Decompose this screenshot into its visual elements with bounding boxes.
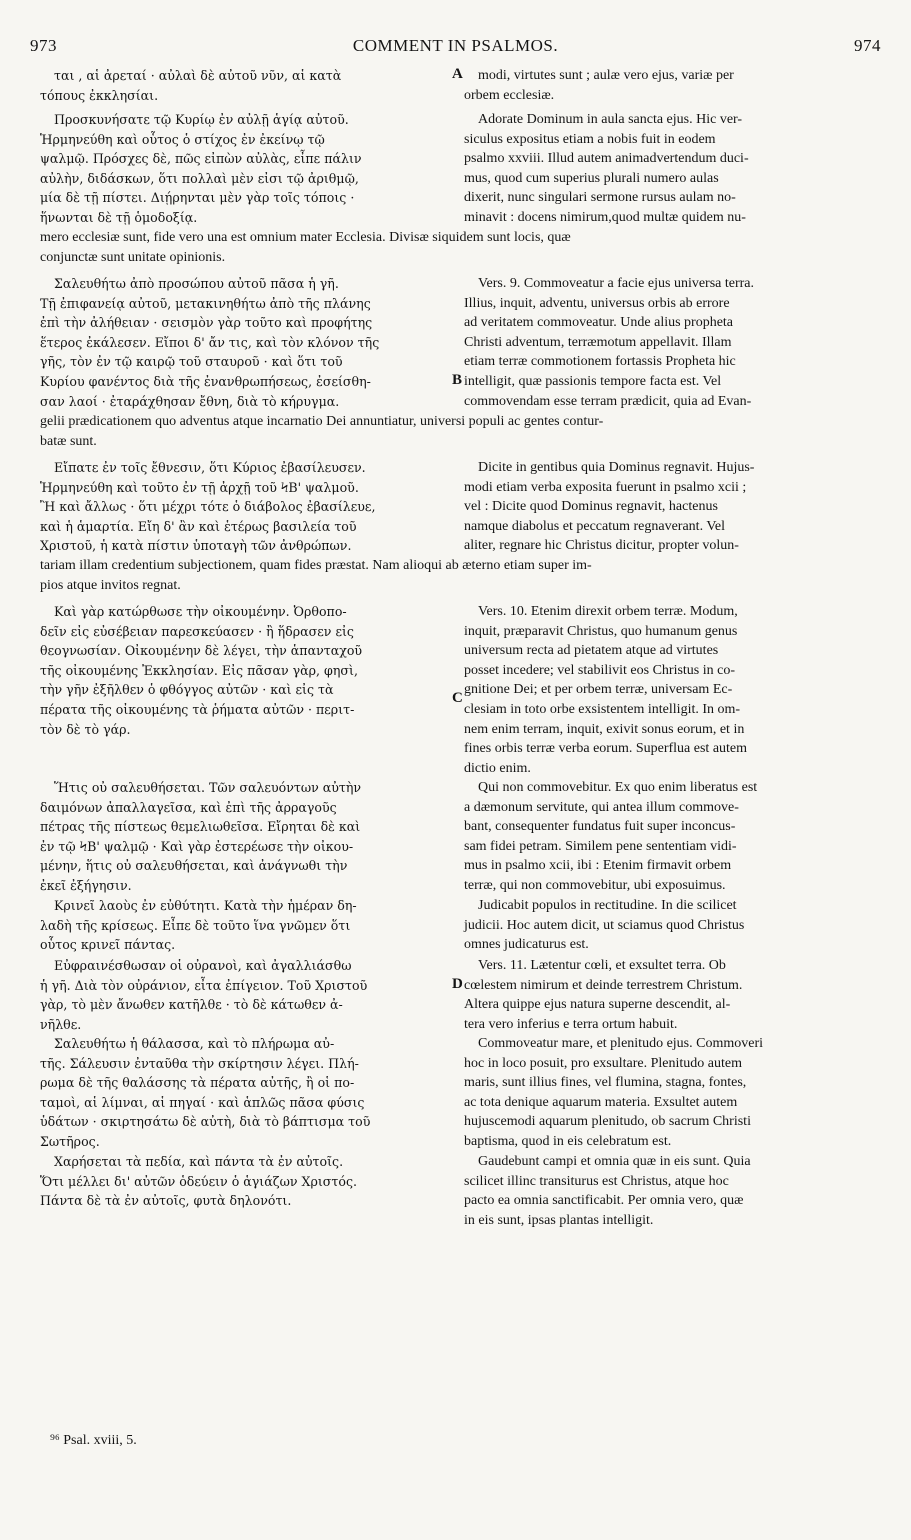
text-line: Ἥτις οὐ σαλευθήσεται. Τῶν σαλευόντων αὐτὴν xyxy=(54,780,362,795)
text-line: sam fidei petram. Similem pene sententiam vidi- xyxy=(464,838,737,854)
text-line: Commoveatur mare, et plenitudo ejus. Commoveri xyxy=(478,1036,763,1051)
text-line: Χαρήσεται τὰ πεδία, καὶ πάντα τὰ ἐν αὐτοῖς. xyxy=(54,1154,344,1169)
text-line: dictio enim. xyxy=(464,760,531,776)
margin-marker-c: C xyxy=(452,690,463,706)
text-line: namque diabolus et peccatum regnaverant. Vel xyxy=(464,518,725,534)
text-line: ἡ γῆ. Διὰ τὸν οὐράνιον, εἶτα ἐπίγειον. Τοῦ Χριστοῦ xyxy=(40,977,368,993)
margin-marker-d: D xyxy=(452,976,463,992)
text-line: Εἴπατε ἐν τοῖς ἔθνεσιν, ὅτι Κύριος ἐβασίλευσεν. xyxy=(54,460,366,475)
latin-paragraph xyxy=(464,896,876,955)
text-line: Ἡρμηνεύθη καὶ τοῦτο ἐν τῇ ἀρχῇ τοῦ ϞΒ' ψαλμοῦ. xyxy=(40,479,359,495)
text-line: θεογνωσίαν. Οἰκουμένην δὲ λέγει, τὴν ἁπανταχοῦ xyxy=(40,643,363,659)
text-line: gnitione Dei; et per orbem terræ, universam Ec- xyxy=(464,682,733,698)
text-line: Προσκυνήσατε τῷ Κυρίῳ ἐν αὐλῇ ἁγίᾳ αὐτοῦ. xyxy=(54,112,349,127)
text-line: ψαλμῷ. Πρόσχες δὲ, πῶς εἰπὼν αὐλὰς, εἶπε πάλιν xyxy=(40,151,362,167)
text-line: Σωτῆρος. xyxy=(40,1133,100,1149)
footnote: ⁹⁶ Psal. xviii, 5. xyxy=(50,1433,137,1448)
page-number-right: 974 xyxy=(854,36,881,55)
text-line: Ἡρμηνεύθη καὶ οὗτος ὁ στίχος ἐν ἐκείνῳ τῷ xyxy=(40,131,325,147)
text-line: nem enim terram, inquit, exivit sonus eorum, et in xyxy=(464,721,745,737)
text-line: inquit, præparavit Christus, quo humanum genus xyxy=(464,623,738,639)
text-line: Κυρίου φανέντος διὰ τῆς ἐνανθρωπήσεως, ἐσείσθη- xyxy=(40,373,371,389)
text-line: γῆς, τὸν ἐν τῷ καιρῷ τοῦ σταυροῦ · καὶ ὅτι τοῦ xyxy=(40,354,343,370)
text-line: scilicet illinc transiturus est Christus, atque hoc xyxy=(464,1173,729,1189)
text-line: ται , αἱ ἀρεταί · αὐλαὶ δὲ αὐτοῦ νῦν, αἱ κατὰ xyxy=(54,68,342,83)
text-line: ἥνωνται δὲ τῇ ὁμοδοξίᾳ. xyxy=(40,209,198,225)
text-line: mus, quod cum superius plurali numero aulas xyxy=(464,170,719,186)
text-line: δεῖν εἰς εὐσέβειαν παρεσκεύασεν · ἢ ἥδρασεν εἰς xyxy=(40,623,354,639)
text-line: modi, virtutes sunt ; aulæ vero ejus, variæ per xyxy=(478,68,734,83)
text-line: Ὅτι μέλλει δι' αὐτῶν ὁδεύειν ὁ ἁγιάζων Χριστός. xyxy=(40,1173,358,1189)
text-line: Illius, inquit, adventu, universus orbis ab errore xyxy=(464,295,730,311)
greek-paragraph xyxy=(40,274,452,411)
text-line: psalmo xxviii. Illud autem animadvertendum duci- xyxy=(464,151,749,167)
text-line: αὐλὴν, διδάσκων, ὅτι πολλαὶ μὲν εἰσι τῷ ἀριθμῷ, xyxy=(40,170,359,186)
text-line: Εὐφραινέσθωσαν οἱ οὐρανοὶ, καὶ ἀγαλλιάσθω xyxy=(54,958,352,973)
text-line: Καὶ γὰρ κατώρθωσε τὴν οἰκουμένην. Ὀρθοπο- xyxy=(54,604,347,619)
text-line: πέρατα τῆς οἰκουμένης τὰ ῥήματα αὐτῶν · περιτ- xyxy=(40,701,355,717)
text-line: Πάντα δὲ τὰ ἐν αὐτοῖς, φυτὰ δηλονότι. xyxy=(40,1193,292,1209)
greek-paragraph xyxy=(40,1152,452,1211)
text-line: Χριστοῦ, ἡ κατὰ πίστιν ὑποταγὴ τῶν ἀνθρώπων. xyxy=(40,538,352,554)
text-line: aliter, regnare hic Christus dicitur, propter volun- xyxy=(464,538,739,554)
text-line: Christi adventum, terræmotum appellavit. Illam xyxy=(464,334,732,350)
text-line: maris, sunt illius fines, vel flumina, stagna, fontes, xyxy=(464,1075,747,1091)
text-line: ὑδάτων · σκιρτησάτω δὲ αὐτὴ, διὰ τὸ βάπτισμα τοῦ xyxy=(40,1114,371,1130)
text-line: in eis sunt, ipsas plantas intelligit. xyxy=(464,1212,654,1228)
text-line: Σαλευθήτω ἀπὸ προσώπου αὐτοῦ πᾶσα ἡ γῆ. xyxy=(54,276,339,291)
latin-continuation-paragraph xyxy=(40,556,876,595)
margin-marker-a: A xyxy=(452,66,463,82)
text-line: minavit : docens nimirum,quod multæ quidem nu- xyxy=(464,209,746,225)
text-line: μία δὲ τῇ πίστει. Διῄρηνται μὲν γὰρ τοῖς τόποις · xyxy=(40,190,355,206)
text-line: πέτρας τῆς πίστεως θεμελιωθεῖσα. Εἴρηται δὲ καὶ xyxy=(40,819,361,835)
text-line: τὴν γῆν ἐξῆλθεν ὁ φθόγγος αὐτῶν · καὶ εἰς τὰ xyxy=(40,682,334,698)
text-line: ἐπὶ τὴν ἀλήθειαν · σεισμὸν γὰρ τοῦτο καὶ προφήτης xyxy=(40,315,373,331)
text-line: ἐκεῖ ἐξήγησιν. xyxy=(40,877,132,893)
text-line: δαιμόνων ἀπαλλαγεῖσα, καὶ ἐπὶ τῆς ἀρραγοῦς xyxy=(40,799,337,815)
text-line: vel : Dicite quod Dominus regnavit, hactenus xyxy=(464,499,718,515)
running-header xyxy=(30,36,881,60)
latin-continuation-paragraph xyxy=(40,228,876,267)
page-number-left: 973 xyxy=(30,36,57,55)
text-line: bant, consequenter fundatus fuit super inconcus- xyxy=(464,819,736,835)
running-title: COMMENT IN PSALMOS. xyxy=(352,36,559,55)
text-line: καὶ ἡ ἁμαρτία. Εἴη δ' ἂν καὶ ἑτέρως βασιλεία τοῦ xyxy=(40,518,357,534)
latin-paragraph xyxy=(464,66,876,105)
greek-paragraph xyxy=(40,778,452,896)
text-line: ad veritatem commoveatur. Unde alius propheta xyxy=(464,315,734,331)
margin-marker-b: B xyxy=(452,372,463,388)
text-line: Vers. 9. Commoveatur a facie ejus universa terra. xyxy=(478,276,755,291)
text-line: Qui non commovebitur. Ex quo enim liberatus est xyxy=(478,780,758,795)
latin-paragraph xyxy=(464,602,876,778)
greek-paragraph xyxy=(40,896,452,955)
text-line: Ἢ καὶ ἄλλως · ὅτι μέχρι τότε ὁ διάβολος ἐβασίλευε, xyxy=(40,499,376,515)
text-line: hujuscemodi aquarum plenitudo, ob sacrum Christi xyxy=(464,1114,751,1130)
text-line: μένην, ἥτις οὐ σαλευθήσεται, καὶ ἀνάγνωθι τὴν xyxy=(40,858,348,874)
text-line: Altera quippe ejus natura superne descendit, al- xyxy=(464,997,731,1013)
text-line: siculus expositus etiam a nobis fuit in eodem xyxy=(464,131,716,147)
text-line: posset incedere; vel stabilivit eos Christus in co- xyxy=(464,662,736,678)
text-line: τῆς. Σάλευσιν ἐνταῦθα τὴν σκίρτησιν λέγει. Πλή- xyxy=(40,1055,359,1071)
latin-paragraph xyxy=(464,1152,876,1230)
greek-paragraph xyxy=(40,110,452,228)
text-line: γὰρ, τὸ μὲν ἄνωθεν κατῆλθε · τὸ δὲ κάτωθεν ἀ- xyxy=(40,997,343,1013)
text-line: τὸν δὲ τὸ γάρ. xyxy=(40,721,131,737)
text-line: ac tota denique aquarum materia. Exsultet autem xyxy=(464,1094,738,1110)
text-line: mus in psalmo xcii, ibi : Etenim firmavit orbem xyxy=(464,858,732,874)
text-line: Κρινεῖ λαοὺς ἐν εὐθύτητι. Κατὰ τὴν ἡμέραν δη- xyxy=(54,898,357,913)
text-line: σαν λαοί · ἐταράχθησαν ἔθνη, διὰ τὸ κήρυγμα. xyxy=(40,393,340,409)
text-line: omnes judicaturus est. xyxy=(464,937,589,953)
text-line: fines orbis terræ verba eorum. Superflua est autem xyxy=(464,741,748,757)
text-line: judicii. Hoc autem dicit, ut sciamus quod Christus xyxy=(464,917,745,933)
greek-paragraph xyxy=(40,956,452,1034)
latin-continuation-paragraph xyxy=(40,412,876,451)
text-line: Adorate Dominum in aula sancta ejus. Hic ver- xyxy=(478,112,743,127)
text-line: universum recta ad pietatem atque ad virtutes xyxy=(464,643,719,659)
text-line: orbem ecclesiæ. xyxy=(464,87,555,103)
text-line: τῆς οἰκουμένης Ἐκκλησίαν. Εἰς πᾶσαν γὰρ, φησὶ, xyxy=(40,662,358,678)
latin-paragraph xyxy=(464,274,876,411)
greek-paragraph xyxy=(40,602,452,739)
text-line: batæ sunt. xyxy=(40,433,97,449)
text-line: Vers. 11. Lætentur cœli, et exsultet terra. Ob xyxy=(478,958,726,973)
latin-paragraph xyxy=(464,110,876,228)
text-line: baptisma, quod in eis celebratum est. xyxy=(464,1133,672,1149)
text-line: pacto ea omnia sanctificabit. Per omnia vero, quæ xyxy=(464,1193,744,1209)
text-line: cœlestem nimirum et deinde terrestrem Christum. xyxy=(464,977,743,993)
greek-paragraph xyxy=(40,458,452,556)
text-line: ταμοὶ, αἱ λίμναι, αἱ πηγαί · καὶ ἁπλῶς πᾶσα φύσις xyxy=(40,1094,365,1110)
latin-paragraph xyxy=(464,458,876,556)
text-line: etiam terræ commotionem fortassis Propheta hic xyxy=(464,354,736,370)
text-line: conjunctæ sunt unitate opinionis. xyxy=(40,249,226,265)
text-line: Gaudebunt campi et omnia quæ in eis sunt. Quia xyxy=(478,1154,751,1169)
text-line: hoc in loco posuit, pro exsultare. Plenitudo autem xyxy=(464,1055,743,1071)
text-line: tera vero inferius e terra ortum habuit. xyxy=(464,1016,678,1032)
text-line: gelii prædicationem quo adventus atque incarnatio Dei annuntiatur, universi populi ac gentes contur- xyxy=(40,414,604,429)
text-line: Judicabit populos in rectitudine. In die scilicet xyxy=(478,898,737,913)
text-line: modi etiam verba exposita fuerunt in psalmo xcii ; xyxy=(464,479,747,495)
text-line: mero ecclesiæ sunt, fide vero una est omnium mater Ecclesia. Divisæ siquidem sunt locis, quæ xyxy=(40,230,571,245)
text-line: ἕτερος ἐκάλεσεν. Εἴποι δ' ἄν τις, καὶ τὸν κλόνον τῆς xyxy=(40,334,380,350)
text-line: a dæmonum servitute, qui antea illum commove- xyxy=(464,799,739,815)
text-line: tariam illam credentium subjectionem, quam fides præstat. Nam alioqui ab æterno etiam super im- xyxy=(40,558,592,573)
latin-paragraph xyxy=(464,956,876,1034)
text-line: Vers. 10. Etenim direxit orbem terræ. Modum, xyxy=(478,604,738,619)
text-line: dixerit, nunc singulari sermone rursus aulam no- xyxy=(464,190,736,206)
text-line: clesiam in toto orbe exsistentem intelligit. In om- xyxy=(464,701,741,717)
text-line: νῆλθε. xyxy=(40,1016,82,1032)
greek-paragraph xyxy=(40,1034,452,1152)
latin-paragraph xyxy=(464,1034,876,1152)
text-line: terræ, qui non commovebitur, ubi exposuimus. xyxy=(464,877,726,893)
text-line: Τῇ ἐπιφανείᾳ αὐτοῦ, μετακινηθήτω ἀπὸ τῆς πλάνης xyxy=(40,295,371,311)
text-line: ἐν τῷ ϞΒ' ψαλμῷ · Καὶ γὰρ ἐστερέωσε τὴν οἰκου- xyxy=(40,838,354,854)
text-line: οὗτος κρινεῖ πάντας. xyxy=(40,937,176,953)
text-line: Σαλευθήτω ἡ θάλασσα, καὶ τὸ πλήρωμα αὐ- xyxy=(54,1036,335,1051)
greek-paragraph xyxy=(40,66,452,105)
text-line: intelligit, quæ passionis tempore facta est. Vel xyxy=(464,373,722,389)
text-line: τόπους ἐκκλησίαι. xyxy=(40,87,159,103)
text-line: Dicite in gentibus quia Dominus regnavit. Hujus- xyxy=(478,460,755,475)
text-line: ρωμα δὲ τῆς θαλάσσης τὰ πέρατα αὐτῆς, ἢ οἱ πο- xyxy=(40,1075,355,1091)
text-line: commovendam esse terram prædicit, quia ad Evan- xyxy=(464,393,752,409)
text-line: pios atque invitos regnat. xyxy=(40,577,181,593)
text-line: λαδὴ τῆς κρίσεως. Εἶπε δὲ τοῦτο ἵνα γνῶμεν ὅτι xyxy=(40,917,351,933)
latin-paragraph xyxy=(464,778,876,896)
